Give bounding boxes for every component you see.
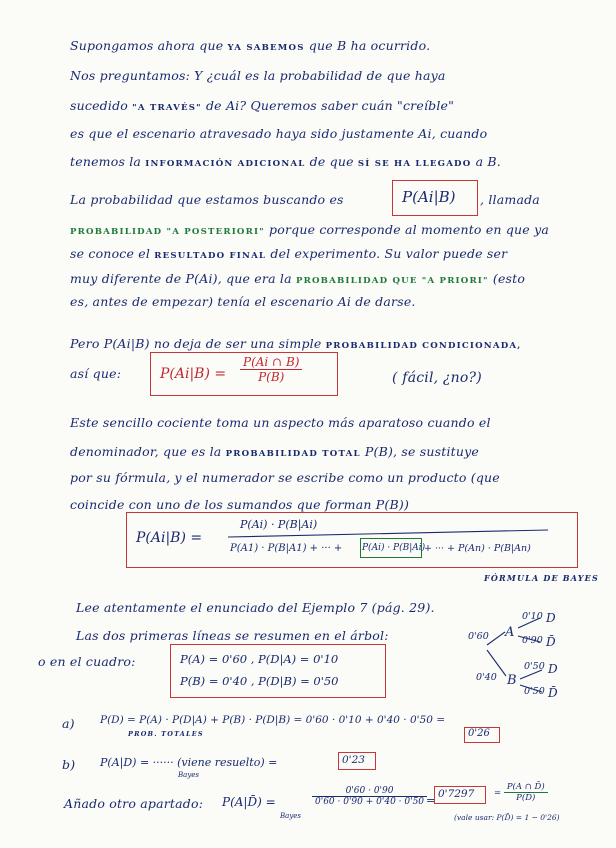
example-line3: o en el cuadro: — [38, 654, 136, 669]
answer-b-equation: P(A|D) = ······ (viene resuelto) = — [100, 756, 278, 769]
answer-c-label: Añado otro apartado: — [64, 796, 204, 811]
answer-c-alt-fraction: = $\frac{P(A \cap D̄)}{P(D̄)}$ — [494, 782, 548, 803]
para2-line5: es, antes de empezar) tenía el escenario Ai de darse. — [70, 294, 416, 309]
para2-line1: La probabilidad que estamos buscando es — [70, 192, 344, 207]
para1-line1: Supongamos ahora que YA SABEMOS que B ha ocurrido. — [70, 38, 431, 53]
para3-line1: Pero P(Ai|B) no deja de ser una simple PROBABILIDAD CONDICIONADA, — [70, 336, 522, 351]
answer-c-note: Bayes — [280, 812, 302, 820]
para4-line4: coincide con uno de los sumandos que forman P(B)) — [70, 497, 410, 512]
bayes-label: FÓRMULA DE BAYES — [484, 573, 599, 583]
tree-prob-a-d: 0'10 — [522, 611, 543, 622]
para1-line5: tenemos la INFORMACIÓN ADICIONAL de que SÍ SE HA LLEGADO a B. — [70, 154, 501, 169]
para1-line2: Nos preguntamos: Y ¿cuál es la probabilidad de que haya — [70, 68, 446, 83]
answer-c-lhs: P(A|D̄) = — [222, 795, 276, 809]
answer-b-label: b) — [62, 757, 76, 772]
conditional-formula-fraction: $\frac{P(Ai \cap B)}{P(B)}$ — [240, 355, 302, 384]
example-line2: Las dos primeras líneas se resumen en el árbol: — [76, 628, 389, 643]
bayes-denominator-start: P(A1) · P(B|A1) + ··· + — [230, 543, 343, 554]
para1-line3: sucedido "A TRAVÉS" de Ai? Queremos saber cuán "creíble" — [70, 98, 455, 113]
answer-a-result: 0'26 — [468, 728, 490, 739]
para2-line1-tail: , llamada — [480, 192, 540, 207]
bayes-denominator-end: + ··· + P(An) · P(B|An) — [424, 543, 531, 554]
tree-prob-b: 0'40 — [476, 672, 497, 683]
answer-c-hint: (vale usar: P(D̄) = 1 − 0'26) — [454, 813, 560, 822]
answer-a-note: PROB. TOTALES — [128, 730, 204, 738]
answer-b-result: 0'23 — [342, 754, 365, 766]
answer-a-equation: P(D) = P(A) · P(D|A) + P(B) · P(D|B) = 0'60 · 0'10 + 0'40 · 0'50 = — [100, 714, 446, 726]
posterior-expression: P(Ai|B) — [402, 188, 456, 206]
answer-b-note: Bayes — [178, 771, 200, 779]
answer-c-fraction: $\frac{0'60 \cdot 0'90}{0'60 \cdot 0'90 + 0'40 \cdot 0'50}$ — [312, 786, 427, 807]
tree-node-b: B — [507, 673, 517, 688]
tree-leaf-ad: D — [546, 611, 556, 625]
conditional-formula-lhs: P(Ai|B) = — [160, 366, 227, 382]
example-line1: Lee atentamente el enunciado del Ejemplo 7 (pág. 29). — [76, 600, 435, 615]
bayes-denominator-term: P(Ai) · P(B|Ai) — [362, 543, 426, 553]
para3-line2: así que: — [70, 366, 122, 381]
para2-line4: muy diferente de P(Ai), que era la PROBABILIDAD QUE "A PRIORI" (esto — [70, 271, 526, 286]
tree-prob-a-nd: 0'90 — [522, 635, 543, 646]
para4-line2: denominador, que es la PROBABILIDAD TOTAL P(B), se sustituye — [70, 444, 479, 459]
tree-leaf-bnd: D̄ — [548, 686, 558, 700]
para4-line1: Este sencillo cociente toma un aspecto más aparatoso cuando el — [70, 415, 491, 430]
para2-line3: se conoce el RESULTADO FINAL del experimento. Su valor puede ser — [70, 246, 508, 261]
bayes-numerator: P(Ai) · P(B|Ai) — [240, 518, 318, 531]
tree-node-a: A — [505, 625, 515, 640]
tree-prob-a: 0'60 — [468, 631, 489, 642]
tree-leaf-bd: D — [548, 662, 558, 676]
tree-leaf-and: D̄ — [546, 635, 556, 649]
answer-c-result: 0'7297 — [438, 788, 475, 800]
bayes-lhs: P(Ai|B) = — [136, 530, 203, 546]
para1-line4: es que el escenario atravesado haya sido justamente Ai, cuando — [70, 126, 488, 141]
answer-a-label: a) — [62, 716, 75, 731]
tree-prob-b-d: 0'50 — [524, 661, 545, 672]
answer-c-equals: = — [426, 794, 436, 807]
para2-line2: PROBABILIDAD "A POSTERIORI" porque corresponde al momento en que ya — [70, 222, 549, 237]
easy-note: ( fácil, ¿no?) — [392, 370, 482, 386]
para4-line3: por su fórmula, y el numerador se escribe como un producto (que — [70, 470, 500, 485]
tree-prob-b-nd: 0'50 — [524, 686, 545, 697]
example-table-row2: P(B) = 0'40 , P(D|B) = 0'50 — [180, 674, 339, 688]
example-table-row1: P(A) = 0'60 , P(D|A) = 0'10 — [180, 652, 339, 666]
